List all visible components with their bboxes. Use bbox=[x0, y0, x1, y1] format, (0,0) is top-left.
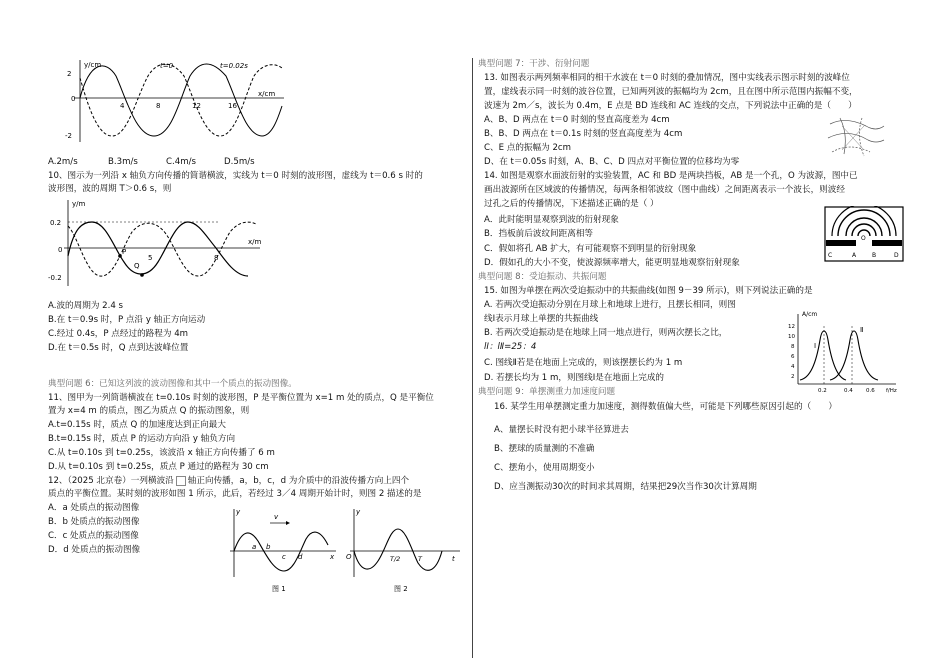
q15-ytick-4: 4 bbox=[791, 364, 795, 370]
q12-f2-xlabel: t bbox=[452, 555, 455, 563]
section-8-heading: 典型问题 8：受迫振动、共振问题 bbox=[478, 272, 607, 282]
q13-option-a: A、B、D 两点在 t＝0 时刻的竖直高度差为 4cm bbox=[484, 115, 670, 125]
q12-f2-half-period: T/2 bbox=[390, 555, 401, 563]
q10-xlabel: x/m bbox=[248, 238, 262, 246]
q13-stem-line2: 置，虚线表示同一时刻的波谷位置，已知两列波的振幅均为 2cm，且在图中所示范围内振幅不变， bbox=[484, 87, 858, 97]
q15-option-d: D. 若摆长均为 1 m，则图线Ⅰ是在地面上完成的 bbox=[484, 373, 665, 383]
q16-option-d: D、应当测振动30次的时间求其周期，结果把29次当作30次计算周期 bbox=[494, 482, 757, 492]
q12-option-b: B．b 处质点的振动图像 bbox=[48, 517, 140, 527]
q12-f2-caption: 图 2 bbox=[394, 585, 408, 593]
q16-stem: 16. 某学生用单摆测定重力加速度，测得数值偏大些，可能是下列哪些原因引起的（ ） bbox=[494, 402, 837, 412]
q15-option-a-line1: A. 若两次受迫振动分别在月球上和地球上进行，且摆长相同，则图 bbox=[484, 300, 736, 310]
q9-xtick-16: 16 bbox=[228, 102, 237, 110]
q14-stem-line3: 过孔之后的传播情况，下述描述正确的是（ ） bbox=[484, 199, 659, 209]
q13-option-d: D、在 t＝0.05s 时刻，A、B、C、D 四点对平衡位置的位移均为零 bbox=[484, 157, 740, 167]
q15-xtick-04: 0.4 bbox=[844, 388, 853, 394]
q13-option-b: B、B、D 两点在 t＝0.1s 时刻的竖直高度差为 4cm bbox=[484, 129, 683, 139]
q15-stem: 15. 如图为单摆在两次受迫振动中的共振曲线(如图 9－39 所示)，则下列说法正确的是 bbox=[484, 286, 813, 296]
q15-ytick-10: 10 bbox=[788, 334, 795, 340]
section-6-heading: 典型问题 6：已知这列波的波动图像和其中一个质点的振动图像。 bbox=[48, 379, 297, 389]
q15-xtick-02: 0.2 bbox=[818, 388, 827, 394]
q12-f2-ylabel: y bbox=[356, 508, 361, 516]
q9-option-b: B.3m/s bbox=[108, 157, 138, 167]
q9-xtick-8: 8 bbox=[156, 102, 161, 110]
q9-xtick-4: 4 bbox=[120, 102, 125, 110]
q10-point-p: P bbox=[122, 248, 127, 256]
q15-xlabel: f/Hz bbox=[886, 388, 897, 394]
q9-curve1-label: t=0 bbox=[160, 62, 174, 70]
q12-figure-2 bbox=[346, 505, 464, 595]
q12-f1-point-b: b bbox=[266, 543, 271, 551]
q14-stem-line1: 14. 如图是观察水面波衍射的实验装置，AC 和 BD 是两块挡板，AB 是一个孔，O 为波源，图中已 bbox=[484, 171, 858, 181]
q15-option-c: C. 图线Ⅱ若是在地面上完成的，则该摆摆长约为 1 m bbox=[484, 358, 683, 368]
q9-xtick-12: 12 bbox=[192, 102, 201, 110]
q9-ytick-bottom: -2 bbox=[65, 132, 72, 140]
q11-option-b: B.t=0.15s 时，质点 P 的运动方向沿 y 轴负方向 bbox=[48, 434, 236, 444]
q14-stem-line2: 画出波源所在区域波的传播情况，每两条相邻波纹（图中曲线）之间距离表示一个波长，则波经 bbox=[484, 185, 845, 195]
q10-ylabel: y/m bbox=[72, 200, 86, 208]
q15-ytick-8: 8 bbox=[791, 344, 795, 350]
q12-f1-velocity: v bbox=[274, 513, 279, 521]
q9-option-d: D.5m/s bbox=[224, 157, 255, 167]
q9-wave-figure bbox=[62, 58, 292, 144]
q14-diffraction-figure bbox=[824, 206, 904, 262]
q12-f1-point-d: d bbox=[298, 553, 303, 561]
q14-label-d: D bbox=[894, 252, 899, 259]
q9-option-c: C.4m/s bbox=[166, 157, 196, 167]
q9-ytick-zero: 0 bbox=[71, 95, 76, 103]
q15-option-a-line2: 线Ⅰ表示月球上单摆的共振曲线 bbox=[484, 314, 599, 324]
q12-f2-period: T bbox=[418, 555, 422, 563]
q11-stem-line2: 置为 x=4 m 的质点，图乙为质点 Q 的振动图象，则 bbox=[48, 406, 250, 416]
q11-stem-line1: 11、图甲为一列简谐横波在 t=0.10s 时刻的波形图，P 是平衡位置为 x=1 m 处的质点，Q 是平衡位 bbox=[48, 393, 434, 403]
q12-stem-part2: 轴正向传播，a，b，c，d 为介质中的沿波传播方向上四个 bbox=[187, 476, 410, 486]
q14-label-c: C bbox=[828, 252, 833, 259]
section-7-heading: 典型问题 7：干涉、衍射问题 bbox=[478, 59, 590, 69]
q12-stem-part1: 12、（2025 北京卷）一列横波沿 bbox=[48, 476, 174, 486]
q16-option-a: A、量摆长时没有把小球半径算进去 bbox=[494, 425, 629, 435]
q12-f1-point-a: a bbox=[252, 543, 257, 551]
q9-xlabel: x/cm bbox=[258, 90, 276, 98]
q10-ytick-top: 0.2 bbox=[50, 219, 62, 227]
q14-option-d: D．假如孔的大小不变，使波源频率增大，能更明显地观察衍射现象 bbox=[484, 258, 740, 268]
q12-f1-point-c: c bbox=[282, 553, 286, 561]
q15-curve-1: Ⅰ bbox=[814, 342, 817, 350]
q15-curve-2: Ⅱ bbox=[860, 326, 864, 334]
q12-stem-line2: 质点的平衡位置。某时刻的波形如图 1 所示，此后，若经过 3／4 周期开始计时，则图 2 描述的是 bbox=[48, 489, 422, 499]
q15-ytick-12: 12 bbox=[788, 324, 795, 330]
q12-f2-origin: O bbox=[346, 553, 352, 561]
q10-stem-line2: 波形图，波的周期 T＞0.6 s，则 bbox=[48, 184, 172, 194]
q15-ytick-2: 2 bbox=[791, 374, 795, 380]
q14-option-c: C．假如将孔 AB 扩大，有可能观察不到明显的衍射现象 bbox=[484, 244, 697, 254]
q16-option-b: B、摆球的质量测的不准确 bbox=[494, 444, 595, 454]
q10-option-d: D.在 t＝0.5s 时，Q 点到达波峰位置 bbox=[48, 343, 189, 353]
q13-stem-line3: 波速为 2m／s，波长为 0.4m，E 点是 BD 连线和 AC 连线的交点，下列说法中正确的是（ ） bbox=[484, 101, 857, 111]
q10-option-b: B.在 t＝0.9s 时，P 点沿 y 轴正方向运动 bbox=[48, 315, 206, 325]
q15-xtick-06: 0.6 bbox=[866, 388, 875, 394]
q11-option-a: A.t=0.15s 时，质点 Q 的加速度达到正向最大 bbox=[48, 420, 226, 430]
q12-option-d: D．d 处质点的振动图像 bbox=[48, 545, 141, 555]
q15-option-b-line2: lⅠ：lⅡ=25：4 bbox=[484, 342, 537, 352]
q15-ytick-6: 6 bbox=[791, 354, 795, 360]
q13-interference-figure bbox=[826, 114, 886, 158]
q12-stem-line1 bbox=[48, 475, 409, 487]
q12-option-a: A．a 处质点的振动图像 bbox=[48, 503, 140, 513]
q14-label-b: B bbox=[872, 252, 877, 259]
q14-option-a: A．此时能明显观察到波的衍射现象 bbox=[484, 215, 619, 225]
q13-option-c: C、E 点的振幅为 2cm bbox=[484, 143, 572, 153]
q15-option-b-line1: B. 若两次受迫振动是在地球上同一地点进行，则两次摆长之比， bbox=[484, 328, 728, 338]
q12-option-c: C．c 处质点的振动图像 bbox=[48, 531, 139, 541]
q10-xtick-8: 8 bbox=[214, 254, 219, 262]
q10-ytick-zero: 0 bbox=[58, 246, 63, 254]
q10-point-q: Q bbox=[134, 262, 140, 270]
q9-ylabel: y/cm bbox=[84, 61, 102, 69]
q12-figure-1 bbox=[226, 505, 341, 595]
q11-option-c: C.从 t=0.10s 到 t=0.25s，该波沿 x 轴正方向传播了 6 m bbox=[48, 448, 275, 458]
q15-resonance-figure bbox=[778, 308, 910, 398]
q9-ytick-top: 2 bbox=[67, 70, 72, 78]
q10-stem-line1: 10、图示为一列沿 x 轴负方向传播的简谐横波，实线为 t＝0 时刻的波形图，虚线为 t＝0.6 s 时的 bbox=[48, 171, 423, 181]
q14-source-o: O bbox=[861, 235, 866, 242]
q12-f1-ylabel: y bbox=[236, 508, 241, 516]
q10-ytick-bottom: -0.2 bbox=[48, 274, 62, 282]
q16-option-c: C、摆角小，使用周期变小 bbox=[494, 463, 595, 473]
section-9-heading: 典型问题 9：单摆测重力加速度问题 bbox=[478, 387, 616, 397]
q10-option-a: A.波的周期为 2.4 s bbox=[48, 301, 124, 311]
q10-wave-figure bbox=[48, 196, 268, 288]
broken-image-icon bbox=[176, 476, 186, 486]
q10-xtick-5: 5 bbox=[148, 254, 153, 262]
q14-label-a: A bbox=[852, 252, 857, 259]
q15-ylabel: A/cm bbox=[802, 311, 818, 318]
q14-option-b: B．挡板前后波纹间距离相等 bbox=[484, 229, 594, 239]
q10-option-c: C.经过 0.4s，P 点经过的路程为 4m bbox=[48, 329, 189, 339]
q12-f1-xlabel: x bbox=[330, 553, 335, 561]
q11-option-d: D.从 t=0.10s 到 t=0.25s，质点 P 通过的路程为 30 cm bbox=[48, 462, 269, 472]
q9-option-a: A.2m/s bbox=[48, 157, 78, 167]
q12-f1-caption: 图 1 bbox=[272, 585, 286, 593]
column-divider bbox=[472, 58, 473, 658]
q13-stem-line1: 13. 如图表示两列频率相同的相干水波在 t＝0 时刻的叠加情况，图中实线表示图示时刻的波峰位 bbox=[484, 73, 850, 83]
q9-curve2-label: t=0.02s bbox=[220, 62, 248, 70]
